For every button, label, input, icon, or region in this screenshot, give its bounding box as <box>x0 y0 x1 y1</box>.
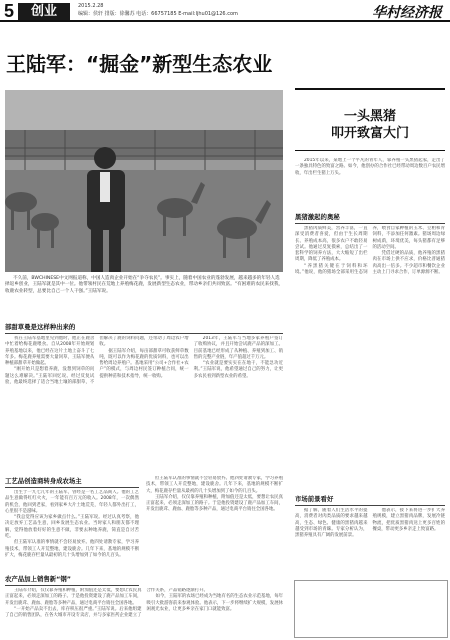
paragraph: “农业就是要实实在在地干，不能急功近利。”王陆军说，他希望通过自己的努力，让更多农民看到新型农业的希望。 <box>193 361 283 379</box>
subhead-2: 工艺品创造商转身成农场主 <box>5 476 139 488</box>
sidebar-kicker: 一头黑猪 <box>343 109 396 124</box>
sidebar-intro <box>295 158 445 208</box>
paragraph: 如今，王陆军的农场已经成为当地有名的生态农业示范基地，每年吸引大批游客前来参观体验。他表示，下一步将继续扩大规模，发展休闲观光农业，让更多乡亲在家门口就能致富。 <box>146 594 283 612</box>
photo-caption: 不久前，BWCHINESE中文网报道称，中国人造肉企业开始在“争夺农民”。事实上，随着中国农业的蓬勃发展，越来越多的年轻人选择返乡创业，王陆军就是其中一位。他带领村民在荒地上养殖梅花鹿，发展新型生态农业，带动乡亲们共同致富。“有困难的农民来找我，收鹿农业转型，总要比自己一个人干强。”王陆军说。 <box>5 276 284 294</box>
subhead-1: 部甜草曼是这样种出来的 <box>5 322 283 334</box>
subhead-2-body <box>5 490 139 570</box>
subhead-1-body <box>5 336 283 472</box>
paragraph: 他表示，接下来将进一步扩大养殖规模，建立黑猪肉品牌，发展冷链物流，把优质黑猪肉送上更多百姓的餐桌，带动更多乡亲走上致富路。 <box>372 508 445 532</box>
paragraph: 但王陆军认准的事情就不会轻易放弃。他四处请教专家，学习养殖技术，带领工人开荒整地，建设鹿舍。几年下来，基地的规模不断扩大，梅花鹿存栏量从最初的几十头增加到了如今的几百头。 <box>146 476 283 494</box>
main-headline: 王陆军：“掘金”新型生态农业 <box>6 52 273 76</box>
page-header <box>0 0 450 22</box>
paragraph: “养黑猪关键在于饲料和环境。”他说，他的猪场全部采用生态饲养，喂食自家种植的玉米、豆粕和青饲料，不添加任何激素。猪场周边绿树成荫，环境优美，每头猪都有足够的活动空间。 <box>295 226 445 276</box>
paragraph: 王陆军介绍，仅仅靠养殖和种植，附加值还是太低，要想让农民真正富起来，必须走深加工的路子。于是他投资建设了鹿产品加工车间，开发出鹿茸、鹿血、鹿胎等多种产品，通过电商平台销往全国各地。 <box>146 494 283 513</box>
paragraph: 2013年，王陆军与当地多家养殖户签订了收购协议，并且开始尝试鹿产品的深加工。目前基地已经形成了从种植、养殖到加工、销售的完整产业链，年产值超过千万元。 <box>193 336 283 360</box>
article-photo <box>5 90 283 272</box>
paragraph: 黑猪肉质鲜美，营养丰富，一直深受消费者喜爱，但由于生长周期长、养殖成本高，很多农户不敢轻易尝试。他通过反复摸索，总结出了一套科学的饲养方法，大大缩短了出栏周期，降低了养殖成本。 <box>295 226 368 263</box>
paragraph: “刚开始只是想着养鹿，没想到饲草的问题这么难解决。”王陆军回忆说。经过反复试验，他最终选择了适合当地土壤的部甜草，不但解决了鹿的饲料问题，还带动了周边农户增收。 <box>5 336 189 386</box>
subhead-3: 农产品加上销售新“钢” <box>5 574 139 586</box>
paragraph: 王陆军介绍，仅仅靠养殖和种植，附加值还是太低，要想让农民真正富起来，必须走深加工的路子。于是他投资建设了鹿产品加工车间，开发出鹿茸、鹿血、鹿胎等多种产品，通过电商平台销往全国各地。 <box>5 588 142 606</box>
sidebar-subhead-1-body <box>295 226 445 490</box>
paragraph: 据了解，随着人们生活水平的提高，消费者对肉类品质的要求越来越高，生态、绿色、健康的黑猪肉越来越受到市场的青睐。专家分析认为，黑猪养殖具有广阔的发展前景。 <box>295 508 368 539</box>
paragraph: “一开始产品卖不出去，库存积压很严重。”王陆军说。后来他组建了自己的销售团队，在各大城市开设专卖店，并与多家医药企业建立了合作关系，产品销路逐渐打开。 <box>5 588 208 619</box>
section-label: 创业 <box>18 3 70 20</box>
page-number: 5 <box>4 1 15 21</box>
sidebar-title: 叩开致富大门 <box>330 126 409 141</box>
sidebar-bottom-frame <box>294 580 448 638</box>
sidebar-subhead-1: 黑猪激起的奥秘 <box>295 212 445 224</box>
edition-date: 2015.2.28 <box>78 3 104 9</box>
title-rule <box>295 150 445 151</box>
paragraph: 2015年以来，某地上一个平凡的青年人，靠养殖一头黑猪起家，走出了一条独具特色的致富之路。如今，他创办的合作社已经带动周边数百户农民增收，年出栏生猪上万头。 <box>295 158 445 176</box>
edition-credits: 编辑：侯轩 排版：徐馨苏 电话：66757185 E-mail:ljhu01@126.com <box>78 11 238 17</box>
paragraph: 我在王陆军基地里见到他时，他正在鹿舍中忙着给梅花鹿喂食。自从2008年开始规划养殖基地以来，他已经在这片土地上奋斗了七年多。梅花鹿养殖需要大量饲草，王陆军便从种植部甜草开始做起。 <box>5 336 95 367</box>
sidebar-title-block <box>295 88 445 151</box>
paragraph: “我总觉得应该为家乡做点什么。”王陆军说。经过认真考察，他决定放弃工艺品生意，回乡发展生态农业。当时家人和朋友都不理解，觉得他放着好好的生意不做，非要去种地养鹿，简直是自讨苦吃。 <box>5 515 139 540</box>
sidebar-subhead-2: 市场前景看好 <box>295 494 445 506</box>
subhead-3-body <box>5 588 283 638</box>
sidebar-subhead-2-body <box>295 508 445 578</box>
newspaper-masthead: 华村经济报 <box>372 5 442 21</box>
edition-info <box>78 2 238 18</box>
paragraph: 据王陆军介绍，每亩部甜草可收获鲜草数吨，既可以作为梅花鹿的优质饲料，也可以出售给周边养殖户。基地采用“公司+合作社+农户”的模式，与周边村民签订种植合同，统一提供种苗和技术指导，统一收购。 <box>99 348 189 379</box>
paragraph: 出生于一九七几年的王陆军，曾经是一名工艺品商人。他的工艺品生意做得红红火火，一年能有百万元的收入。2008年，一次偶然的机会，他回到老家，看到家乡大片土地荒芜，年轻人都外出打工，心里很不是滋味。 <box>5 490 139 514</box>
paragraph: 但王陆军认准的事情就不会轻易放弃。他四处请教专家，学习养殖技术，带领工人开荒整地，建设鹿舍。几年下来，基地的规模不断扩大，梅花鹿存栏量从最初的几十头增加到了如今的几百头。 <box>5 540 139 558</box>
paragraph: 凭借过硬的品质，他养殖的黑猪肉在市场上供不应求，价格比普通猪肉高出一倍多。不少超市和餐饮企业主动上门寻求合作，订单源源不断。 <box>372 251 445 276</box>
article-column-continued <box>146 476 283 586</box>
